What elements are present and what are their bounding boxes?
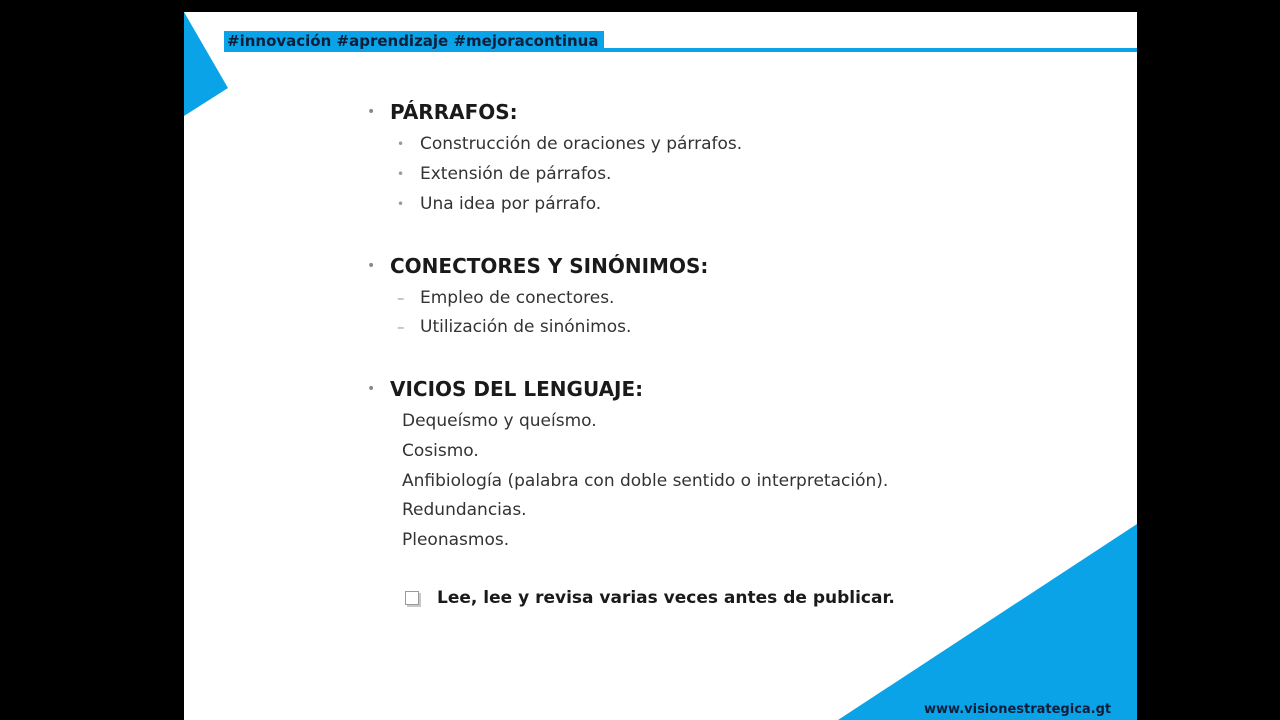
list-item: Una idea por párrafo. [420,194,602,214]
list-item: Utilización de sinónimos. [420,317,632,337]
hashtag-banner: #innovación #aprendizaje #mejoracontinua [224,31,604,52]
closing-note: Lee, lee y revisa varias veces antes de publicar. [437,588,895,608]
section-title-conectores: CONECTORES Y SINÓNIMOS: [390,254,709,278]
bullet-icon: • [397,137,405,151]
presentation-slide [184,12,1137,720]
bullet-icon: • [397,197,405,211]
bullet-icon: • [367,381,376,397]
footer-website: www.visionestrategica.gt [924,702,1112,717]
list-item: Empleo de conectores. [420,288,615,308]
section-title-parrafos: PÁRRAFOS: [390,100,518,124]
list-item: Pleonasmos. [402,530,510,550]
list-item: Extensión de párrafos. [420,164,612,184]
list-item: Redundancias. [402,500,527,520]
bullet-icon: • [367,104,376,120]
list-item: Cosismo. [402,441,479,461]
dash-bullet-icon: – [397,318,405,336]
list-item: Anfibiología (palabra con doble sentido o interpretación). [402,471,889,491]
checkbox-bullet-icon [405,591,419,605]
dash-bullet-icon: – [397,289,405,307]
list-item: Construcción de oraciones y párrafos. [420,134,743,154]
list-item: Dequeísmo y queísmo. [402,411,597,431]
bullet-icon: • [397,167,405,181]
bullet-icon: • [367,258,376,274]
section-title-vicios: VICIOS DEL LENGUAJE: [390,377,644,401]
slide-content [184,12,1137,720]
